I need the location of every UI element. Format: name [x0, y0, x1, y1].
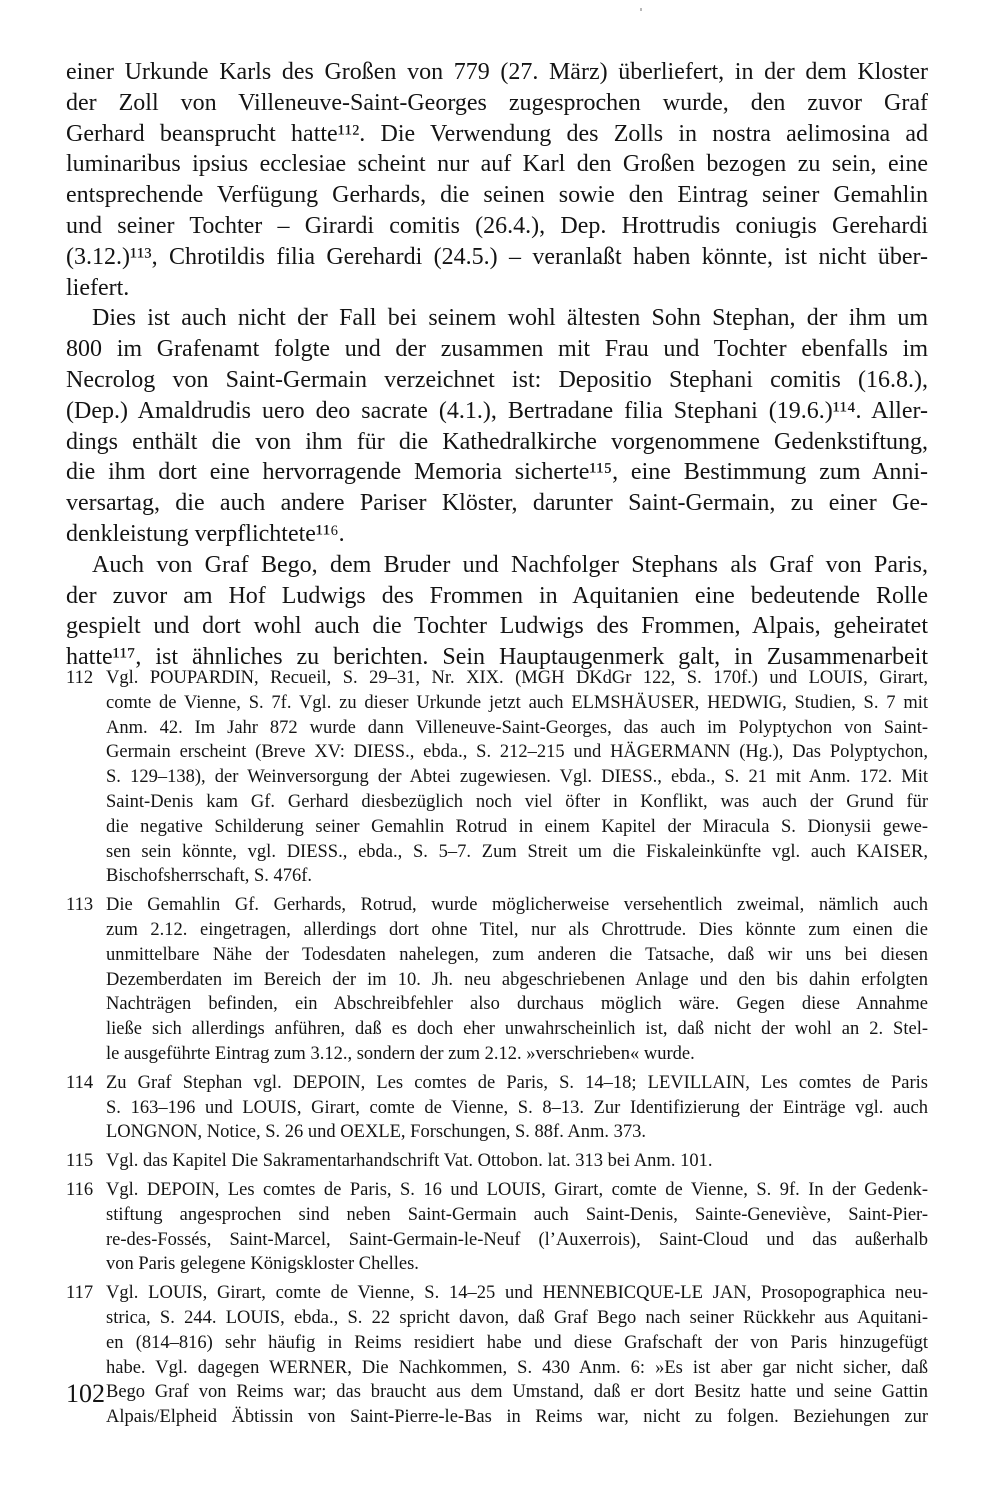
text-line: liefert. [66, 274, 130, 301]
footnote [66, 666, 928, 889]
text-line: Auch von Graf Bego, dem Bruder und Nachfolger Stephans als Graf von Paris, [92, 551, 928, 578]
footnote [66, 893, 928, 1067]
footnote-line: stiftung angesprochen sind neben Saint-Germain auch Saint-Denis, Sainte-Geneviève, Saint-Pier- [106, 1204, 928, 1225]
footnote-line: die negative Schilderung seiner Gemahlin Rotrud in einem Kapitel der Miracula S. Dionysii gewe- [106, 816, 928, 837]
footnote-line: Germain erscheint (Breve XV: DIESS., ebda., S. 212–215 und HÄGERMANN (Hg.), Das Polyptychon, [106, 742, 928, 763]
footnote-line: Bischofsherrschaft, S. 476f. [106, 866, 313, 887]
footnote-line: Saint-Denis kam Gf. Gerhard diesbezüglich noch viel öfter in Konflikt, was auch der Grund für [106, 791, 928, 812]
text-line: dings enthält die von ihm für die Kathedralkirche vorgenommene Gedenkstiftung, [66, 428, 928, 455]
main-text [66, 57, 928, 673]
footnote-line: le ausgeführte Eintrag zum 3.12., sondern der zum 2.12. »verschrieben« wurde. [106, 1043, 695, 1064]
footnote [66, 1071, 928, 1145]
footnote-line: ließe sich allerdings anführen, daß es doch eher unwahrscheinlich ist, daß nicht der wohl an 2. Stel- [106, 1019, 928, 1040]
footnote [66, 1178, 928, 1277]
footnote-number: 116 [66, 1179, 94, 1200]
footnote-line: Vgl. POUPARDIN, Recueil, S. 29–31, Nr. XIX. (MGH DKdGr 122, S. 170f.) und LOUIS, Girart, [106, 668, 928, 688]
footnote-line: sen sein könnte, vgl. DIESS., ebda., S. 5–7. Zum Streit um die Fiskaleinkünfte vgl. auch KAISER, [106, 841, 928, 862]
text-line: (3.12.)¹¹³, Chrotildis filia Gerehardi (24.5.) – veranlaßt haben könnte, ist nicht über- [66, 243, 928, 270]
text-line: Necrolog von Saint-Germain verzeichnet ist: Depositio Stephani comitis (16.8.), [66, 366, 928, 393]
footnote-line: unmittelbare Nähe der Todesdaten nahelegen, zum anderen die Tatsache, daß wir uns bei diesen [106, 944, 928, 965]
footnote-line: von Paris gelegene Königskloster Chelles. [106, 1254, 419, 1275]
text-line: entsprechende Verfügung Gerhards, die seinen sowie den Eintrag seiner Gemahlin [66, 182, 928, 209]
footnote [66, 1281, 928, 1430]
text-line: der Zoll von Villeneuve-Saint-Georges zugesprochen wurde, den zuvor Graf [66, 89, 928, 116]
footnote-line: habe. Vgl. dagegen WERNER, Die Nachkommen, S. 430 Anm. 6: »Es ist aber gar nicht sicher, daß [106, 1357, 928, 1378]
footnote-number: 114 [66, 1072, 94, 1093]
footnote [66, 1149, 928, 1174]
scan-speck [640, 8, 642, 11]
text-line: Gerhard beansprucht hatte¹¹². Die Verwendung des Zolls in nostra aelimosina ad [66, 120, 928, 147]
text-line: denkleistung verpflichtete¹¹⁶. [66, 520, 345, 547]
footnote-line: Vgl. DEPOIN, Les comtes de Paris, S. 16 und LOUIS, Girart, comte de Vienne, S. 9f. In der Gedenk- [106, 1179, 928, 1200]
footnote-line: Bego Graf von Reims war; das braucht aus dem Umstand, daß er dort Besitz hatte und seine Gattin [106, 1382, 928, 1403]
footnote-line: Vgl. das Kapitel Die Sakramentarhandschrift Vat. Ottobon. lat. 313 bei Anm. 101. [106, 1151, 713, 1172]
footnote-number: 115 [66, 1151, 94, 1172]
text-line: luminaribus ipsius ecclesiae scheint nur auf Karl den Großen bezogen zu sein, eine [66, 151, 928, 178]
footnote-line: Dezemberdaten im Bereich der im 10. Jh. neu abgeschriebenen Anlage und den bis dahin erfolgten [106, 969, 928, 990]
text-line: einer Urkunde Karls des Großen von 779 (27. März) überliefert, in der dem Kloster [66, 59, 928, 85]
text-line: hatte¹¹⁷, ist ähnliches zu berichten. Sein Hauptaugenmerk galt, in Zusammenarbeit [66, 644, 928, 671]
footnote-line: Alpais/Elpheid Äbtissin von Saint-Pierre-le-Bas in Reims war, nicht zu folgen. Beziehungen zur [106, 1407, 928, 1428]
text-line: der zuvor am Hof Ludwigs des Frommen in Aquitanien eine bedeutende Rolle [66, 582, 928, 609]
text-line: gespielt und dort wohl auch die Tochter Ludwigs des Frommen, Alpais, geheiratet [66, 613, 928, 640]
paragraph [66, 550, 928, 673]
text-line: versartag, die auch andere Pariser Klöster, darunter Saint-Germain, zu einer Ge- [66, 490, 928, 517]
text-line: Dies ist auch nicht der Fall bei seinem wohl ältesten Sohn Stephan, der ihm um [92, 305, 928, 332]
footnote-line: Nachträgen befinden, ein Abschreibfehler also durchaus möglich wäre. Gegen diese Annahme [106, 994, 928, 1015]
paragraph [66, 303, 928, 549]
footnote-line: Die Gemahlin Gf. Gerhards, Rotrud, wurde möglicherweise versehentlich zweimal, nämlich auch [106, 895, 928, 916]
footnote-line: re-des-Fossés, Saint-Marcel, Saint-Germain-le-Neuf (l’Auxerrois), Saint-Cloud und das außerhalb [106, 1229, 928, 1250]
footnote-number: 113 [66, 895, 94, 916]
text-line: und seiner Tochter – Girardi comitis (26.4.), Dep. Hrottrudis coniugis Gerehardi [66, 212, 928, 239]
footnote-line: Zu Graf Stephan vgl. DEPOIN, Les comtes de Paris, S. 14–18; LEVILLAIN, Les comtes de Paris [106, 1072, 928, 1093]
footnotes [66, 666, 928, 1434]
footnote-line: comte de Vienne, S. 7f. Vgl. zu dieser Urkunde jetzt auch ELMSHÄUSER, HEDWIG, Studien, S. 7 mit [106, 692, 928, 713]
text-line: 800 im Grafenamt folgte und der zusammen mit Frau und Tochter ebenfalls im [66, 336, 928, 363]
footnote-line: strica, S. 244. LOUIS, ebda., S. 22 spricht davon, daß Graf Bego nach seiner Rückkehr aus Aquitani- [106, 1307, 928, 1328]
page-number: 102 [66, 1379, 105, 1408]
footnote-number: 117 [66, 1283, 94, 1304]
footnote-line: en (814–816) sehr häufig in Reims residiert habe und diese Grafschaft der von Paris hinzugefügt [106, 1332, 928, 1353]
text-line: (Dep.) Amaldrudis uero deo sacrate (4.1.), Bertradane filia Stephani (19.6.)¹¹⁴. Aller- [66, 397, 928, 424]
footnote-line: LONGNON, Notice, S. 26 und OEXLE, Forschungen, S. 88f. Anm. 373. [106, 1122, 647, 1143]
footnote-number: 112 [66, 668, 94, 688]
footnote-line: Anm. 42. Im Jahr 872 wurde dann Villeneuve-Saint-Georges, das auch im Polyptychon von Saint- [106, 717, 928, 738]
footnote-line: Vgl. LOUIS, Girart, comte de Vienne, S. 14–25 und HENNEBICQUE-LE JAN, Prosopographica neu- [106, 1283, 928, 1304]
footnote-line: S. 163–196 und LOUIS, Girart, comte de Vienne, S. 8–13. Zur Identifizierung der Einträge vgl. auch [106, 1097, 928, 1118]
paragraph [66, 57, 928, 303]
text-line: die ihm dort eine hervorragende Memoria sicherte¹¹⁵, eine Bestimmung zum Anni- [66, 459, 928, 486]
footnote-line: S. 129–138), der Weinversorgung der Abtei zugewiesen. Vgl. DIESS., ebda., S. 21 mit Anm. 172. Mit [106, 767, 928, 788]
footnote-line: zum 2.12. eingetragen, allerdings dort ohne Titel, nur als Chrottrude. Dies könnte zum einen die [106, 919, 928, 940]
